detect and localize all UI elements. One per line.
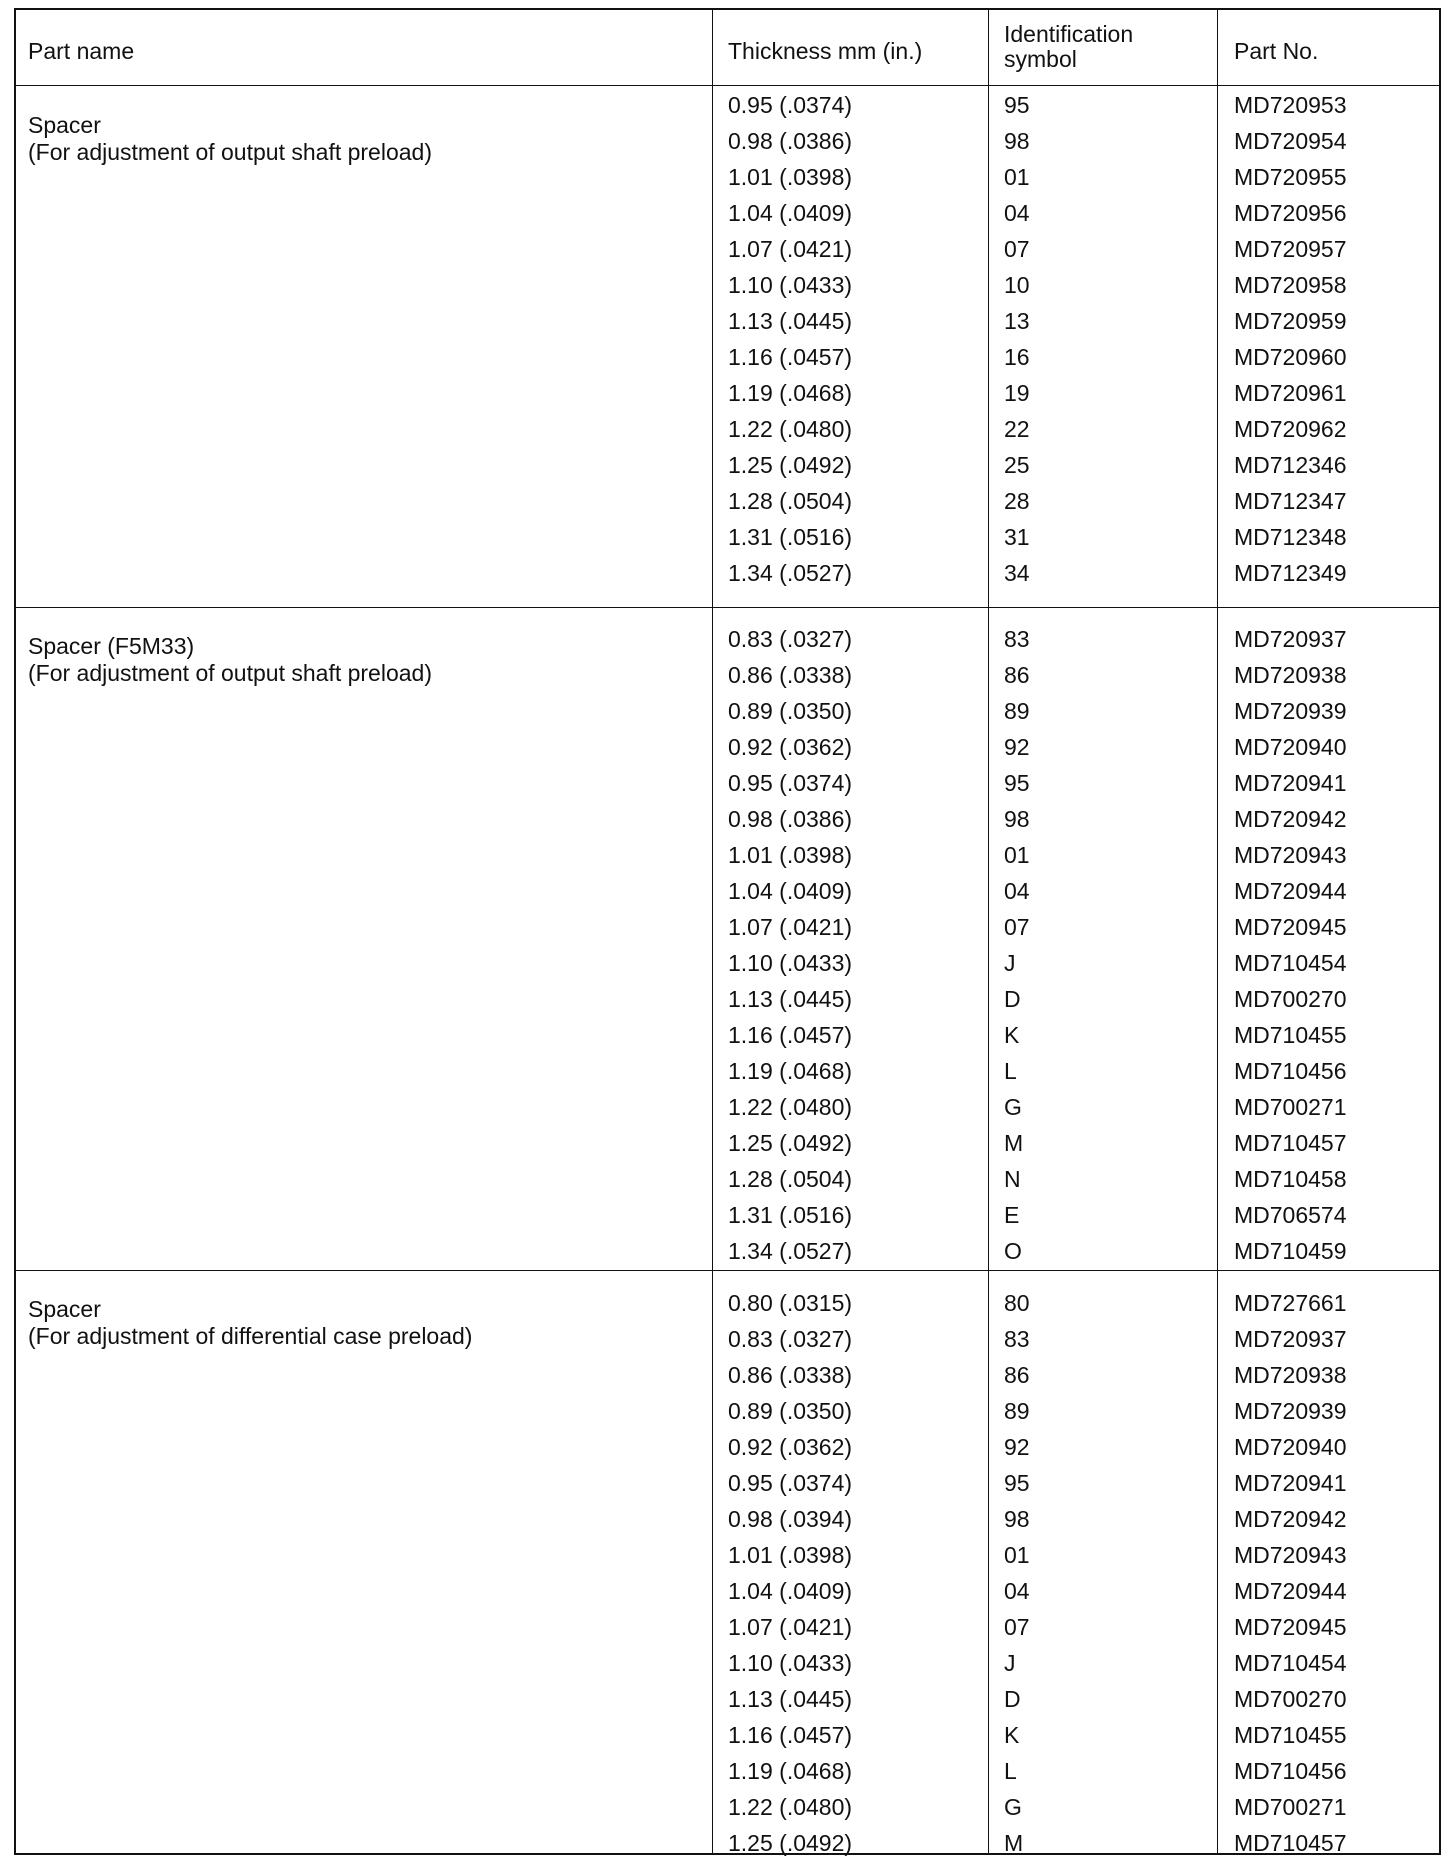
part-number-cell: MD710458 [1234,1166,1347,1192]
thickness-cell: 0.98 (.0394) [728,1506,853,1532]
thickness-cell: 1.10 (.0433) [728,272,853,298]
header-rule [16,85,1439,86]
thickness-cell: 0.92 (.0362) [728,1434,853,1460]
part-name [28,1296,472,1350]
thickness-cell: 1.16 (.0457) [728,1022,853,1048]
thickness-cell: 0.92 (.0362) [728,734,853,760]
column-divider [1217,10,1218,1853]
part-name-line2: (For adjustment of differential case preload) [28,1323,473,1349]
thickness-cell: 1.07 (.0421) [728,914,853,940]
part-number-cell: MD720942 [1234,806,1347,832]
thickness-cell: 1.07 (.0421) [728,1614,853,1640]
part-number-cell: MD720960 [1234,344,1347,370]
part-number-cell: MD700270 [1234,986,1347,1012]
thickness-cell: 1.22 (.0480) [728,1794,853,1820]
identification-symbol-cell: 95 [1004,1470,1030,1496]
header-identification-symbol [1004,22,1133,72]
column-divider [712,10,713,1853]
thickness-cell: 1.01 (.0398) [728,1542,853,1568]
group-divider [16,1270,1439,1271]
identification-symbol-cell: D [1004,1686,1021,1712]
identification-symbol-cell: 95 [1004,92,1030,118]
part-name-line1: Spacer [28,112,101,138]
header-thickness: Thickness mm (in.) [728,38,923,64]
identification-symbol-cell: 13 [1004,308,1030,334]
thickness-cell: 1.04 (.0409) [728,1578,853,1604]
identification-symbol-cell: 01 [1004,164,1030,190]
identification-symbol-cell: G [1004,1094,1022,1120]
part-number-cell: MD710456 [1234,1758,1347,1784]
identification-symbol-cell: 92 [1004,734,1030,760]
part-number-cell: MD710455 [1234,1022,1347,1048]
identification-symbol-cell: L [1004,1058,1017,1084]
part-number-cell: MD710454 [1234,1650,1347,1676]
part-number-cell: MD700270 [1234,1686,1347,1712]
identification-symbol-cell: 92 [1004,1434,1030,1460]
identification-symbol-cell: 16 [1004,344,1030,370]
identification-symbol-cell: N [1004,1166,1021,1192]
part-number-cell: MD720957 [1234,236,1347,262]
group-divider [16,607,1439,608]
thickness-cell: 0.95 (.0374) [728,92,853,118]
identification-symbol-cell: 28 [1004,488,1030,514]
header-ident-line2: symbol [1004,46,1077,72]
thickness-cell: 1.19 (.0468) [728,380,853,406]
part-number-cell: MD720962 [1234,416,1347,442]
thickness-cell: 1.22 (.0480) [728,1094,853,1120]
identification-symbol-cell: 89 [1004,698,1030,724]
part-number-cell: MD720940 [1234,1434,1347,1460]
identification-symbol-cell: 95 [1004,770,1030,796]
identification-symbol-cell: 34 [1004,560,1030,586]
part-number-cell: MD720939 [1234,1398,1347,1424]
thickness-cell: 0.86 (.0338) [728,662,853,688]
part-number-cell: MD712349 [1234,560,1347,586]
thickness-cell: 1.25 (.0492) [728,1130,853,1156]
thickness-cell: 1.10 (.0433) [728,950,853,976]
thickness-cell: 1.31 (.0516) [728,524,853,550]
part-number-cell: MD720938 [1234,662,1347,688]
identification-symbol-cell: 07 [1004,914,1030,940]
identification-symbol-cell: J [1004,950,1016,976]
thickness-cell: 1.16 (.0457) [728,344,853,370]
identification-symbol-cell: O [1004,1238,1022,1264]
thickness-cell: 1.34 (.0527) [728,1238,853,1264]
thickness-cell: 0.98 (.0386) [728,128,853,154]
part-number-cell: MD710457 [1234,1830,1347,1856]
thickness-cell: 1.22 (.0480) [728,416,853,442]
identification-symbol-cell: 86 [1004,662,1030,688]
thickness-cell: 1.19 (.0468) [728,1058,853,1084]
thickness-cell: 0.83 (.0327) [728,626,853,652]
thickness-cell: 0.95 (.0374) [728,1470,853,1496]
part-number-cell: MD720941 [1234,1470,1347,1496]
identification-symbol-cell: M [1004,1830,1024,1856]
thickness-cell: 0.80 (.0315) [728,1290,853,1316]
part-number-cell: MD720944 [1234,878,1347,904]
part-number-cell: MD720937 [1234,626,1347,652]
identification-symbol-cell: K [1004,1722,1020,1748]
identification-symbol-cell: 04 [1004,878,1030,904]
identification-symbol-cell: K [1004,1022,1020,1048]
identification-symbol-cell: 98 [1004,806,1030,832]
thickness-cell: 1.13 (.0445) [728,1686,853,1712]
part-number-cell: MD710455 [1234,1722,1347,1748]
thickness-cell: 1.19 (.0468) [728,1758,853,1784]
thickness-cell: 1.04 (.0409) [728,878,853,904]
identification-symbol-cell: 31 [1004,524,1030,550]
part-number-cell: MD720955 [1234,164,1347,190]
identification-symbol-cell: 07 [1004,1614,1030,1640]
identification-symbol-cell: 04 [1004,1578,1030,1604]
part-number-cell: MD720940 [1234,734,1347,760]
part-name [28,112,432,166]
thickness-cell: 1.25 (.0492) [728,452,853,478]
thickness-cell: 0.89 (.0350) [728,1398,853,1424]
thickness-cell: 1.34 (.0527) [728,560,853,586]
part-number-cell: MD720954 [1234,128,1347,154]
header-part-no: Part No. [1234,38,1319,64]
identification-symbol-cell: M [1004,1130,1024,1156]
part-name-line2: (For adjustment of output shaft preload) [28,139,432,165]
part-name-line2: (For adjustment of output shaft preload) [28,660,432,686]
thickness-cell: 0.98 (.0386) [728,806,853,832]
part-number-cell: MD720945 [1234,1614,1347,1640]
part-number-cell: MD727661 [1234,1290,1347,1316]
part-number-cell: MD712346 [1234,452,1347,478]
part-number-cell: MD710459 [1234,1238,1347,1264]
identification-symbol-cell: L [1004,1758,1017,1784]
identification-symbol-cell: 10 [1004,272,1030,298]
column-divider [988,10,989,1853]
identification-symbol-cell: E [1004,1202,1020,1228]
identification-symbol-cell: D [1004,986,1021,1012]
part-name-line1: Spacer (F5M33) [28,633,195,659]
identification-symbol-cell: 83 [1004,1326,1030,1352]
part-number-cell: MD720958 [1234,272,1347,298]
thickness-cell: 0.83 (.0327) [728,1326,853,1352]
part-number-cell: MD710456 [1234,1058,1347,1084]
part-number-cell: MD720944 [1234,1578,1347,1604]
thickness-cell: 0.86 (.0338) [728,1362,853,1388]
identification-symbol-cell: 83 [1004,626,1030,652]
parts-table [14,8,1441,1855]
identification-symbol-cell: 25 [1004,452,1030,478]
identification-symbol-cell: 86 [1004,1362,1030,1388]
identification-symbol-cell: 98 [1004,128,1030,154]
identification-symbol-cell: G [1004,1794,1022,1820]
part-number-cell: MD720939 [1234,698,1347,724]
part-number-cell: MD720943 [1234,1542,1347,1568]
thickness-cell: 0.95 (.0374) [728,770,853,796]
thickness-cell: 1.07 (.0421) [728,236,853,262]
part-number-cell: MD710457 [1234,1130,1347,1156]
part-number-cell: MD720945 [1234,914,1347,940]
identification-symbol-cell: 01 [1004,842,1030,868]
part-number-cell: MD720937 [1234,1326,1347,1352]
part-number-cell: MD700271 [1234,1794,1347,1820]
thickness-cell: 1.01 (.0398) [728,164,853,190]
part-number-cell: MD720959 [1234,308,1347,334]
header-part-name: Part name [28,38,135,64]
identification-symbol-cell: 01 [1004,1542,1030,1568]
identification-symbol-cell: 89 [1004,1398,1030,1424]
identification-symbol-cell: 98 [1004,1506,1030,1532]
part-number-cell: MD720941 [1234,770,1347,796]
part-number-cell: MD710454 [1234,950,1347,976]
identification-symbol-cell: 80 [1004,1290,1030,1316]
thickness-cell: 1.13 (.0445) [728,986,853,1012]
part-name-line1: Spacer [28,1296,101,1322]
identification-symbol-cell: 07 [1004,236,1030,262]
thickness-cell: 1.04 (.0409) [728,200,853,226]
part-name [28,633,432,687]
part-number-cell: MD720953 [1234,92,1347,118]
identification-symbol-cell: 19 [1004,380,1030,406]
thickness-cell: 1.10 (.0433) [728,1650,853,1676]
part-number-cell: MD712348 [1234,524,1347,550]
identification-symbol-cell: 04 [1004,200,1030,226]
thickness-cell: 1.16 (.0457) [728,1722,853,1748]
thickness-cell: 1.25 (.0492) [728,1830,853,1856]
part-number-cell: MD720943 [1234,842,1347,868]
thickness-cell: 1.28 (.0504) [728,1166,853,1192]
part-number-cell: MD720961 [1234,380,1347,406]
part-number-cell: MD720942 [1234,1506,1347,1532]
thickness-cell: 1.28 (.0504) [728,488,853,514]
header-ident-line1: Identification [1004,21,1134,47]
part-number-cell: MD720938 [1234,1362,1347,1388]
thickness-cell: 1.13 (.0445) [728,308,853,334]
thickness-cell: 1.01 (.0398) [728,842,853,868]
part-number-cell: MD706574 [1234,1202,1347,1228]
identification-symbol-cell: J [1004,1650,1016,1676]
part-number-cell: MD720956 [1234,200,1347,226]
part-number-cell: MD712347 [1234,488,1347,514]
thickness-cell: 0.89 (.0350) [728,698,853,724]
identification-symbol-cell: 22 [1004,416,1030,442]
part-number-cell: MD700271 [1234,1094,1347,1120]
thickness-cell: 1.31 (.0516) [728,1202,853,1228]
